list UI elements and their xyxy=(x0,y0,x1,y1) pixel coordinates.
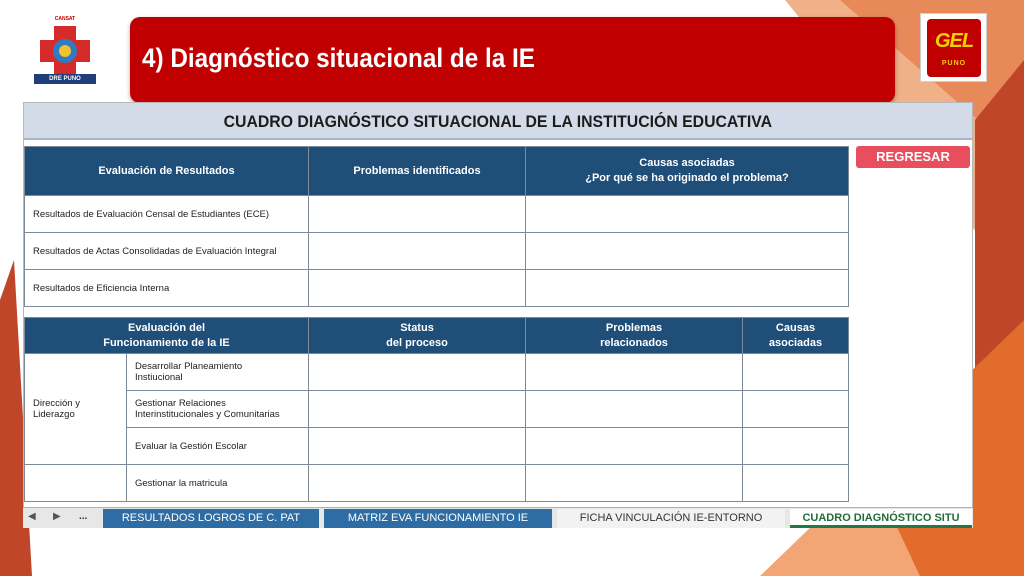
header-prob-line1: Problemas xyxy=(605,321,663,334)
header-causas-asociadas xyxy=(743,318,849,354)
cell-problemas[interactable] xyxy=(526,428,743,465)
sheet-tab-bar xyxy=(23,507,973,528)
header-causas-line2: asociadas xyxy=(768,336,823,349)
cell-causas[interactable] xyxy=(743,391,849,428)
logo-gel-puno xyxy=(920,13,987,82)
process-line1: Desarrollar Planeamiento xyxy=(135,361,243,372)
table-row xyxy=(25,465,849,502)
cell-status[interactable] xyxy=(309,465,526,502)
results-table xyxy=(24,146,849,307)
tab-matriz-eva[interactable]: MATRIZ EVA FUNCIONAMIENTO IE xyxy=(324,509,552,528)
row-label[interactable]: Resultados de Eficiencia Interna xyxy=(25,270,309,307)
tab-ficha-vinculacion[interactable]: FICHA VINCULACIÓN IE-ENTORNO xyxy=(557,509,785,528)
process-line1: Evaluar la Gestión Escolar xyxy=(135,440,247,452)
cell-problemas[interactable] xyxy=(309,196,526,233)
cell-causas[interactable] xyxy=(526,270,849,307)
cell-causas[interactable] xyxy=(743,354,849,391)
cell-problemas[interactable] xyxy=(309,233,526,270)
cell-status[interactable] xyxy=(309,428,526,465)
sheet-header xyxy=(24,103,972,140)
process-label[interactable] xyxy=(127,465,309,502)
logo-mark: GEL xyxy=(934,30,974,52)
spreadsheet xyxy=(23,102,973,528)
cell-problemas[interactable] xyxy=(526,354,743,391)
cell-causas[interactable] xyxy=(743,465,849,502)
logo-caption: CANSAT xyxy=(54,16,76,22)
header-problemas-relacionados xyxy=(526,318,743,354)
process-label[interactable] xyxy=(127,354,309,391)
table-row xyxy=(25,391,849,428)
header-causas-line1: Causas asociadas xyxy=(639,157,735,169)
table-row xyxy=(25,270,849,307)
process-label[interactable] xyxy=(127,391,309,428)
cell-status[interactable] xyxy=(309,391,526,428)
cell-problemas[interactable] xyxy=(526,391,743,428)
header-evaluacion-resultados: Evaluación de Resultados xyxy=(25,147,309,196)
header-status-line2: del proceso xyxy=(386,336,448,349)
header-causas-line1: Causas xyxy=(775,321,816,334)
row-label[interactable]: Resultados de Evaluación Censal de Estudiantes (ECE) xyxy=(25,196,309,233)
cell-problemas[interactable] xyxy=(526,465,743,502)
cross-emblem-icon xyxy=(30,20,100,82)
cell-causas[interactable] xyxy=(743,428,849,465)
group-label-direccion[interactable] xyxy=(25,354,127,465)
tab-resultados-logros[interactable]: RESULTADOS LOGROS DE C. PAT xyxy=(103,509,319,528)
cell-problemas[interactable] xyxy=(309,270,526,307)
slide-title: 4) Diagnóstico situacional de la IE xyxy=(142,43,535,73)
group-label-empty[interactable] xyxy=(25,465,127,502)
header-eval-line2: Funcionamiento de la IE xyxy=(103,336,230,349)
header-status xyxy=(309,318,526,354)
group-label-line2: Liderazgo xyxy=(33,409,75,420)
scroll-left-icon[interactable]: ◀ xyxy=(28,511,36,522)
table-row xyxy=(25,354,849,391)
process-label[interactable] xyxy=(127,428,309,465)
logo-footer: DRE PUNO xyxy=(34,74,96,84)
scroll-right-icon[interactable]: ▶ xyxy=(53,511,61,522)
logo-badge xyxy=(927,19,981,77)
header-causas-line2: ¿Por qué se ha originado el problema? xyxy=(585,172,789,184)
process-line2: Instiucional xyxy=(135,372,183,383)
header-evaluacion-funcionamiento xyxy=(25,318,309,354)
logo-dre-puno xyxy=(30,14,100,86)
more-tabs-button[interactable]: ... xyxy=(79,511,88,522)
logo-sub: PUNO xyxy=(941,60,967,67)
header-problemas: Problemas identificados xyxy=(309,147,526,196)
process-line2: Interinstitucionales y Comunitarias xyxy=(135,409,280,420)
group-label-line1: Dirección y xyxy=(33,398,80,409)
functioning-table xyxy=(24,317,849,502)
slide-title-bar xyxy=(130,17,895,103)
table-row xyxy=(25,428,849,465)
header-causas xyxy=(526,147,849,196)
table-row xyxy=(25,233,849,270)
header-prob-line2: relacionados xyxy=(600,336,668,349)
sheet-title: CUADRO DIAGNÓSTICO SITUACIONAL DE LA INSTITUCIÓN EDUCATIVA xyxy=(223,112,773,131)
process-line1: Gestionar Relaciones xyxy=(135,398,226,409)
table-row xyxy=(25,196,849,233)
regresar-button[interactable]: REGRESAR xyxy=(856,146,970,168)
row-label[interactable]: Resultados de Actas Consolidadas de Evaluación Integral xyxy=(25,233,309,270)
cell-causas[interactable] xyxy=(526,196,849,233)
header-eval-line1: Evaluación del xyxy=(127,321,206,334)
tab-cuadro-diagnostico[interactable]: CUADRO DIAGNÓSTICO SITU xyxy=(790,509,972,528)
cell-status[interactable] xyxy=(309,354,526,391)
process-line1: Gestionar la matricula xyxy=(135,477,228,489)
header-status-line1: Status xyxy=(400,321,434,334)
cell-causas[interactable] xyxy=(526,233,849,270)
